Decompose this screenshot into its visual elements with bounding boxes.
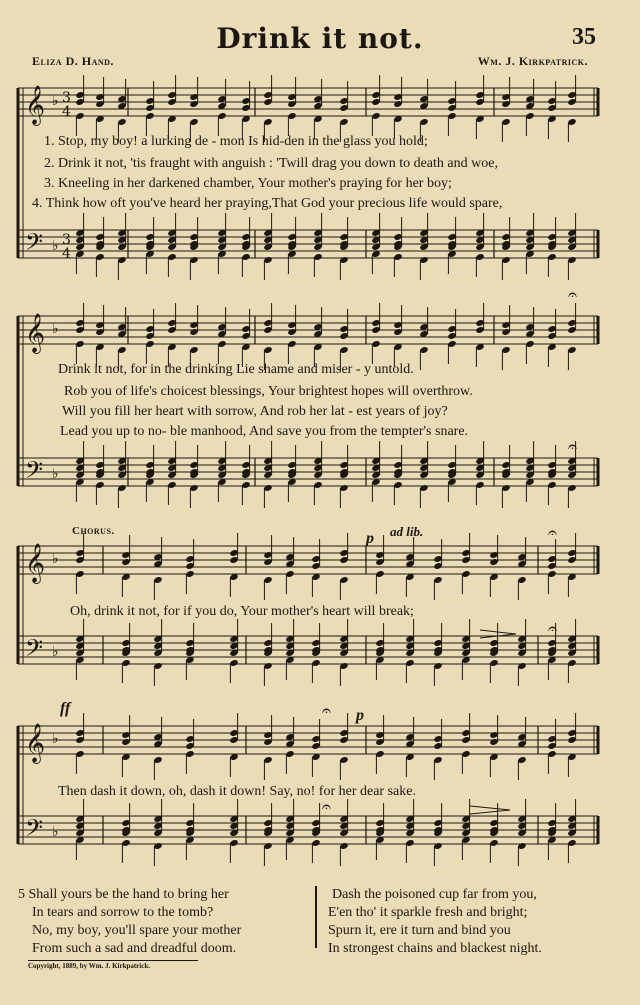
bass-clef-icon: 𝄢 xyxy=(25,228,44,261)
treble-clef-icon: 𝄞 xyxy=(25,85,46,125)
flat-sign-icon: ♭ xyxy=(52,644,59,660)
flat-sign-icon: ♭ xyxy=(52,824,59,840)
dynamic-piano: p xyxy=(356,707,364,724)
flat-sign-icon: ♭ xyxy=(52,466,59,482)
verse-divider xyxy=(315,886,317,948)
verse5-left-column xyxy=(18,886,241,958)
verse5-right-line: E'en tho' it sparkle fresh and bright; xyxy=(328,905,528,920)
flat-sign-icon: ♭ xyxy=(52,238,59,254)
hymn-title: Drink it not. xyxy=(216,22,424,55)
fermata-icon: 𝄐 xyxy=(322,797,331,816)
verse2-line2: Rob you of life's choicest blessings, Your brightest hopes will overthrow. xyxy=(64,384,473,399)
fermata-icon: 𝄐 xyxy=(548,523,557,542)
lyricist-credit: Eliza D. Hand. xyxy=(32,54,114,68)
chorus-lyric-line1: Oh, drink it not, for if you do, Your mother's heart will break; xyxy=(70,604,414,619)
verse4-line2: Lead you up to no- ble manhood, And save you from the tempter's snare. xyxy=(60,424,469,439)
bass-clef-icon: 𝄢 xyxy=(25,456,44,489)
composer-credit: Wm. J. Kirkpatrick. xyxy=(477,54,588,68)
flat-sign-icon: ♭ xyxy=(52,731,59,747)
footer-rule xyxy=(28,960,198,961)
verse3-line1: 3. Kneeling in her darkened chamber, Your mother's praying for her boy; xyxy=(44,176,452,191)
bass-clef-icon: 𝄢 xyxy=(25,634,44,667)
verse5-left-line: In tears and sorrow to the tomb? xyxy=(32,905,214,920)
verse5-right-column xyxy=(328,886,542,958)
verse1-line1: 1. Stop, my boy! a lurking de - mon Is hid-den in the glass you hold; xyxy=(44,134,428,149)
verse5-right-line: Dash the poisoned cup far from you, xyxy=(332,887,537,902)
treble-clef-icon: 𝄞 xyxy=(25,543,46,583)
dynamic-piano: p xyxy=(366,530,374,547)
verse2-line1: 2. Drink it not, 'tis fraught with anguish : 'Twill drag you down to death and woe, xyxy=(44,156,498,171)
treble-clef-icon: 𝄞 xyxy=(25,313,46,353)
verse1-line2: Drink it not, for in the drinking Lie shame and miser - y untold. xyxy=(58,362,414,377)
fermata-icon: 𝄐 xyxy=(568,437,577,456)
decrescendo-hairpin xyxy=(470,806,510,814)
time-signature-numeral: 3 xyxy=(62,232,71,248)
fermata-icon: 𝄐 xyxy=(568,285,577,304)
chorus-label: Chorus. xyxy=(72,525,115,537)
flat-sign-icon: ♭ xyxy=(52,321,59,337)
time-signature-numeral: 4 xyxy=(62,104,71,120)
time-signature-numeral: 3 xyxy=(62,90,71,106)
ad-lib-marking: ad lib. xyxy=(390,524,424,539)
copyright-notice: Copyright, 1889, by Wm. J. Kirkpatrick. xyxy=(28,962,150,970)
verse3-line2: Will you fill her heart with sorrow, And rob her lat - est years of joy? xyxy=(62,404,448,419)
verse5-right-line: In strongest chains and blackest night. xyxy=(328,941,542,956)
chorus-lyric-line2: Then dash it down, oh, dash it down! Say, no! for her dear sake. xyxy=(58,784,416,799)
flat-sign-icon: ♭ xyxy=(52,551,59,567)
time-signature-numeral: 4 xyxy=(62,246,71,262)
verse4-line1: 4. Think how oft you've heard her praying,That God your precious life would spare, xyxy=(32,196,503,211)
fermata-icon: 𝄐 xyxy=(548,619,557,638)
verse5-left-line: From such a sad and dreadful doom. xyxy=(32,941,237,956)
page-number: 35 xyxy=(572,24,596,50)
fermata-icon: 𝄐 xyxy=(322,701,331,720)
flat-sign-icon: ♭ xyxy=(52,93,59,109)
verse5-left-line: No, my boy, you'll spare your mother xyxy=(32,923,242,938)
dynamic-fortissimo: ff xyxy=(60,700,71,717)
verse5-left-line: 5 Shall yours be the hand to bring her xyxy=(18,887,229,902)
bass-clef-icon: 𝄢 xyxy=(25,814,44,847)
verse5-right-line: Spurn it, ere it turn and bind you xyxy=(328,923,511,938)
treble-clef-icon: 𝄞 xyxy=(25,723,46,763)
